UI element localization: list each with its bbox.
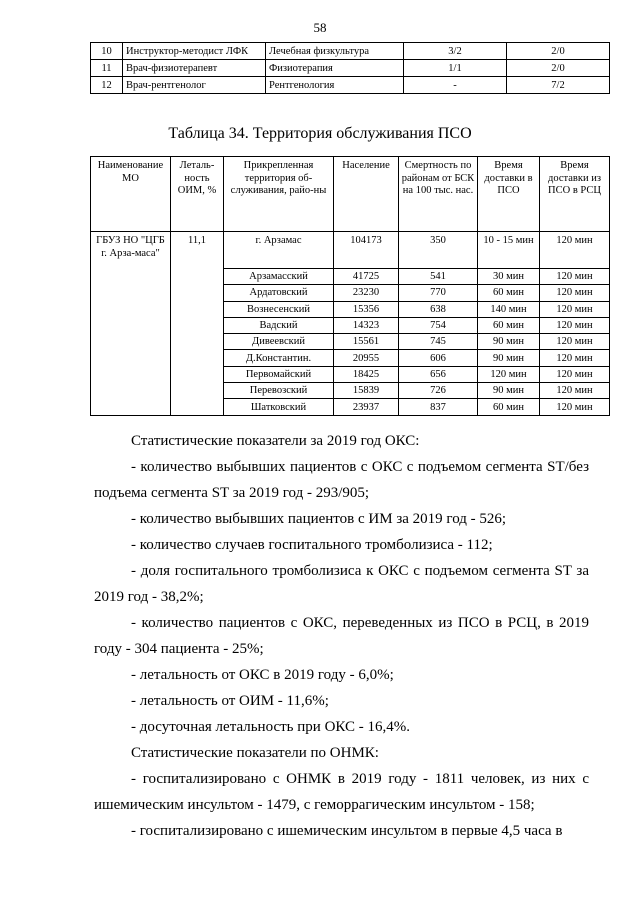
- value-cell: -: [404, 77, 507, 94]
- header-territory: Прикрепленная территория об-служивания, райо-ны: [224, 157, 334, 232]
- territory-cell: Шатковский: [224, 399, 334, 415]
- position-cell: Врач-рентгенолог: [123, 77, 266, 94]
- time-rsc-cell: 120 мин: [540, 399, 610, 415]
- time-pso-cell: 30 мин: [478, 269, 540, 285]
- time-pso-cell: 90 мин: [478, 350, 540, 366]
- population-cell: 15561: [334, 334, 399, 350]
- header-time-pso: Время доставки в ПСО: [478, 157, 540, 232]
- table-row: [91, 77, 610, 94]
- time-rsc-cell: 120 мин: [540, 317, 610, 333]
- body-text: [94, 428, 589, 844]
- mortality-cell: 606: [399, 350, 478, 366]
- territory-cell: Перевозский: [224, 383, 334, 399]
- row-number: 10: [91, 43, 123, 60]
- time-rsc-cell: 120 мин: [540, 366, 610, 382]
- territory-cell: г. Арзамас: [224, 232, 334, 269]
- population-cell: 104173: [334, 232, 399, 269]
- header-mortality: Смертность по районам от БСК на 100 тыс. нас.: [399, 157, 478, 232]
- time-rsc-cell: 120 мин: [540, 232, 610, 269]
- lethality-cell: 11,1: [171, 232, 224, 416]
- value-cell: 3/2: [404, 43, 507, 60]
- time-rsc-cell: 120 мин: [540, 285, 610, 301]
- specialty-cell: Рентгенология: [266, 77, 404, 94]
- pso-territory-table: [90, 156, 610, 416]
- header-population: Население: [334, 157, 399, 232]
- staff-table: [90, 42, 610, 94]
- territory-cell: Вадский: [224, 317, 334, 333]
- time-pso-cell: 90 мин: [478, 334, 540, 350]
- mortality-cell: 638: [399, 301, 478, 317]
- territory-cell: Первомайский: [224, 366, 334, 382]
- population-cell: 15356: [334, 301, 399, 317]
- mo-name-cell: ГБУЗ НО "ЦГБ г. Арза-маса": [91, 232, 171, 416]
- table-row: [91, 43, 610, 60]
- header-lethality: Леталь-ность ОИМ, %: [171, 157, 224, 232]
- specialty-cell: Физиотерапия: [266, 60, 404, 77]
- population-cell: 23937: [334, 399, 399, 415]
- mortality-cell: 350: [399, 232, 478, 269]
- paragraph: - количество выбывших пациентов с ОКС с подъемом сегмента ST/без подъема сегмента ST за 2019 год - 293/905;: [94, 459, 589, 501]
- population-cell: 41725: [334, 269, 399, 285]
- specialty-cell: Лечебная физкультура: [266, 43, 404, 60]
- time-pso-cell: 60 мин: [478, 399, 540, 415]
- time-rsc-cell: 120 мин: [540, 334, 610, 350]
- value-cell: 7/2: [507, 77, 610, 94]
- mortality-cell: 754: [399, 317, 478, 333]
- time-pso-cell: 60 мин: [478, 285, 540, 301]
- time-rsc-cell: 120 мин: [540, 383, 610, 399]
- page-number: 58: [313, 20, 327, 35]
- value-cell: 2/0: [507, 43, 610, 60]
- paragraph: - летальность от ОКС в 2019 году - 6,0%;: [131, 667, 394, 683]
- paragraph: - количество пациентов с ОКС, переведенных из ПСО в РСЦ, в 2019 году - 304 пациента - 25%;: [94, 615, 589, 657]
- population-cell: 20955: [334, 350, 399, 366]
- row-number: 11: [91, 60, 123, 77]
- value-cell: 2/0: [507, 60, 610, 77]
- mortality-cell: 745: [399, 334, 478, 350]
- value-cell: 1/1: [404, 60, 507, 77]
- mortality-cell: 541: [399, 269, 478, 285]
- paragraph: Статистические показатели по ОНМК:: [131, 745, 379, 761]
- territory-cell: Вознесенский: [224, 301, 334, 317]
- territory-cell: Ардатовский: [224, 285, 334, 301]
- territory-cell: Дивеевский: [224, 334, 334, 350]
- table-header-row: [91, 157, 610, 232]
- row-number: 12: [91, 77, 123, 94]
- table-row: [91, 232, 610, 269]
- mortality-cell: 656: [399, 366, 478, 382]
- population-cell: 18425: [334, 366, 399, 382]
- mortality-cell: 726: [399, 383, 478, 399]
- time-rsc-cell: 120 мин: [540, 269, 610, 285]
- mortality-cell: 837: [399, 399, 478, 415]
- position-cell: Врач-физиотерапевт: [123, 60, 266, 77]
- header-time-rsc: Время доставки из ПСО в РСЦ: [540, 157, 610, 232]
- time-pso-cell: 140 мин: [478, 301, 540, 317]
- paragraph: - летальность от ОИМ - 11,6%;: [131, 693, 329, 709]
- population-cell: 23230: [334, 285, 399, 301]
- population-cell: 15839: [334, 383, 399, 399]
- population-cell: 14323: [334, 317, 399, 333]
- mortality-cell: 770: [399, 285, 478, 301]
- territory-cell: Арзамасский: [224, 269, 334, 285]
- time-rsc-cell: 120 мин: [540, 301, 610, 317]
- paragraph: - количество случаев госпитального тромболизиса - 112;: [131, 537, 493, 553]
- paragraph: - количество выбывших пациентов с ИМ за 2019 год - 526;: [131, 511, 507, 527]
- time-pso-cell: 10 - 15 мин: [478, 232, 540, 269]
- paragraph: - госпитализировано с ишемическим инсультом в первые 4,5 часа в: [131, 823, 563, 839]
- paragraph: - доля госпитального тромболизиса к ОКС с подъемом сегмента ST за 2019 год - 38,2%;: [94, 563, 589, 605]
- paragraph: Статистические показатели за 2019 год ОКС:: [131, 433, 420, 449]
- paragraph: - досуточная летальность при ОКС - 16,4%.: [131, 719, 411, 735]
- territory-cell: Д.Константин.: [224, 350, 334, 366]
- table-caption: Таблица 34. Территория обслуживания ПСО: [168, 125, 472, 142]
- time-rsc-cell: 120 мин: [540, 350, 610, 366]
- header-mo: Наименование МО: [91, 157, 171, 232]
- time-pso-cell: 90 мин: [478, 383, 540, 399]
- time-pso-cell: 120 мин: [478, 366, 540, 382]
- paragraph: - госпитализировано с ОНМК в 2019 году - 1811 человек, из них с ишемическим инсультом - 1479, с геморрагическим инсультом - 158;: [94, 771, 589, 813]
- table-row: [91, 60, 610, 77]
- time-pso-cell: 60 мин: [478, 317, 540, 333]
- position-cell: Инструктор-методист ЛФК: [123, 43, 266, 60]
